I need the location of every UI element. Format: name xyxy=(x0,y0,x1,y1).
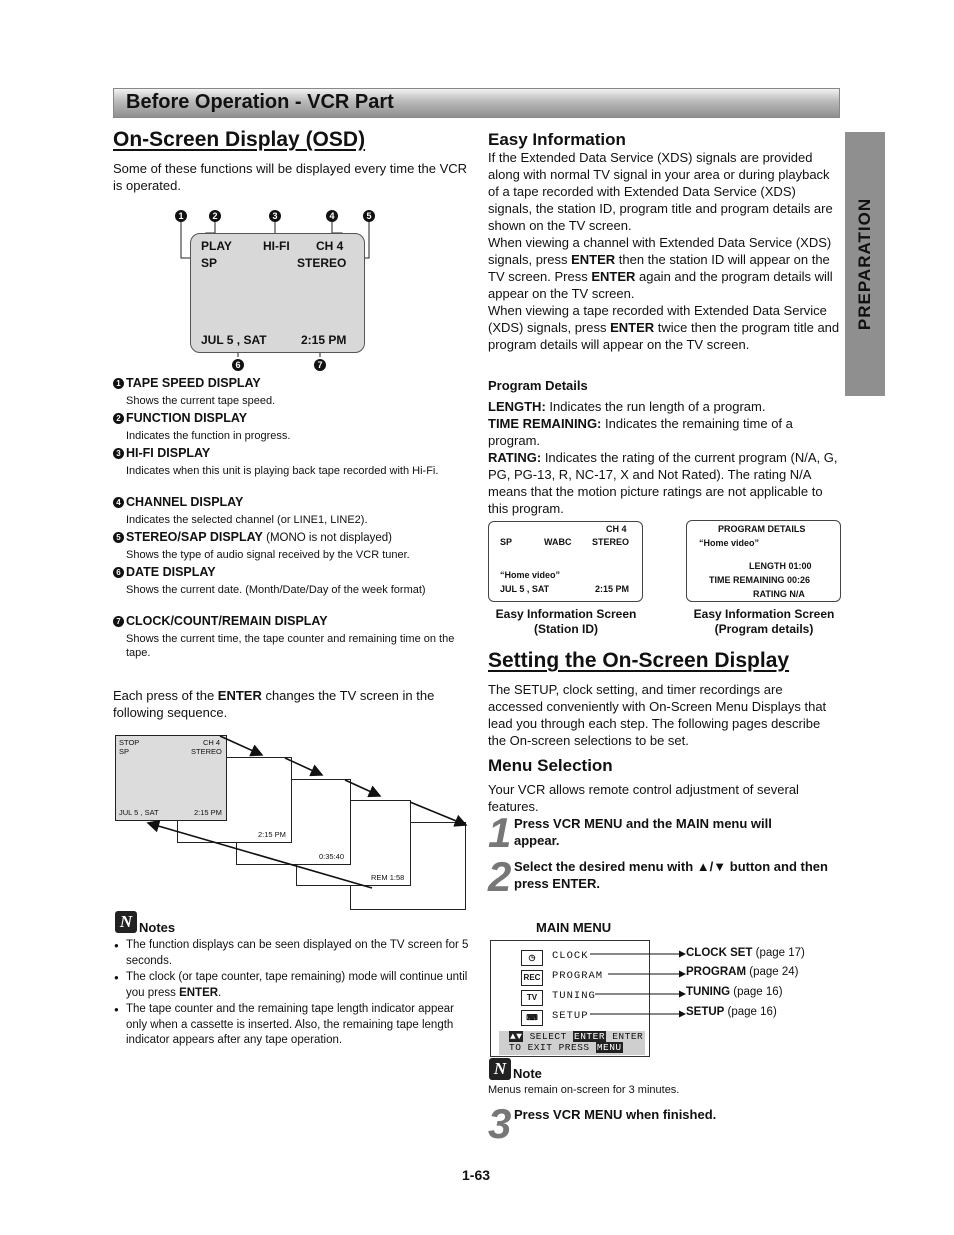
program-details-heading: Program Details xyxy=(488,378,588,393)
page-number: 1-63 xyxy=(462,1167,491,1183)
note-text: Menus remain on-screen for 3 minutes. xyxy=(488,1084,680,1096)
record-icon: REC xyxy=(521,970,543,986)
legend-title-1: 1 TAPE SPEED DISPLAY xyxy=(113,376,468,390)
menu-item-clock[interactable]: CLOCK xyxy=(552,950,589,962)
station-call-sign: WABC xyxy=(544,537,572,547)
setup-icon: ⌨ xyxy=(521,1010,543,1026)
main-menu-label: MAIN MENU xyxy=(536,920,612,935)
easy-info-p2: When viewing a channel with Extended Data Service (XDS) signals, press ENTER then the station ID will appear on the TV screen. Press ENTER again and the program details will appear on the TV screen. xyxy=(488,235,833,301)
step-number-3: 3 xyxy=(488,1100,512,1147)
sequence-text: Each press of the ENTER changes the TV screen in the following sequence. xyxy=(113,688,435,720)
osd-intro: Some of these functions will be displayed every time the VCR is operated. xyxy=(113,161,468,193)
station-speed: SP xyxy=(500,537,513,547)
osd-play: PLAY xyxy=(201,239,232,253)
setting-osd-heading: Setting the On-Screen Display xyxy=(488,649,790,672)
menu-key-icon: MENU xyxy=(596,1042,622,1053)
details-screen-title: PROGRAM DETAILS xyxy=(718,524,806,534)
seq-stereo: STEREO xyxy=(191,747,222,756)
updown-icon: ▲▼ xyxy=(510,1031,523,1042)
caption-station-id: Easy Information Screen (Station ID) xyxy=(495,607,637,636)
menu-help-bar: ▲▼ SELECT ENTER ENTER TO EXIT PRESS MENU xyxy=(499,1031,645,1055)
ref-program: PROGRAM (page 24) xyxy=(686,966,799,978)
station-channel: CH 4 xyxy=(606,524,627,534)
notes-list xyxy=(113,938,476,1050)
section-banner xyxy=(113,88,840,118)
note-item-3: ● The tape counter and the remaining tape length indicator appear only when a cassette is inserted. Also, the remaining tape length indicator appears after any tape operation. xyxy=(126,1002,476,1049)
details-program-title: “Home video” xyxy=(699,538,760,548)
rating-def: RATING: Indicates the rating of the current program (N/A, G, PG, PG-13, R, NC-17, X and Not Rated). The rating N/A means that the motion picture ratings are not applicable to this program. xyxy=(488,450,838,516)
caption-program-details: Easy Information Screen (Program details) xyxy=(693,607,835,636)
details-length: LENGTH 01:00 xyxy=(749,561,812,571)
menu-selection-heading: Menu Selection xyxy=(488,756,613,775)
notes-title: Notes xyxy=(139,920,176,935)
osd-heading: On-Screen Display (OSD) xyxy=(113,128,366,151)
details-remain: TIME REMAINING 00:26 xyxy=(709,575,811,585)
menu-pointer-arrows xyxy=(590,945,690,1020)
seq-date: JUL 5 , SAT xyxy=(119,808,159,817)
osd-stereo: STEREO xyxy=(297,256,347,270)
ref-setup: SETUP (page 16) xyxy=(686,1006,777,1018)
legend-desc-4: Indicates the selected channel (or LINE1, LINE2). xyxy=(126,514,368,526)
easy-info-p1: If the Extended Data Service (XDS) signals are provided along with normal TV signal in your area or during playback of a tape recorded with Extended Data Service (XDS) signals, the station ID, program title and program details are shown on the TV screen. xyxy=(488,150,833,233)
osd-date: JUL 5 , SAT xyxy=(201,333,267,347)
station-stereo: STEREO xyxy=(592,537,630,547)
legend-desc-2: Indicates the function in progress. xyxy=(126,430,291,442)
legend-title-7: 7 CLOCK/COUNT/REMAIN DISPLAY xyxy=(113,614,468,628)
notes-icon: N xyxy=(115,911,137,933)
step-text-3: Press VCR MENU when finished. xyxy=(514,1107,717,1122)
osd-channel: CH 4 xyxy=(316,239,344,253)
note-item-1: ● The function displays can be seen displayed on the TV screen for 5 seconds. xyxy=(126,938,476,969)
legend-desc-7: Shows the current time, the tape counter and remaining time on the tape. xyxy=(126,633,455,659)
osd-hifi: HI-FI xyxy=(263,239,290,253)
osd-marker-4: 4 xyxy=(326,210,338,222)
seq-counter: 0:35:40 xyxy=(319,852,345,861)
easy-info-heading: Easy Information xyxy=(488,130,626,149)
seq-stop: STOP xyxy=(119,738,140,747)
osd-screen xyxy=(190,233,365,353)
station-time: 2:15 PM xyxy=(595,584,630,594)
legend-desc-6: Shows the current date. (Month/Date/Day of the week format) xyxy=(126,584,426,596)
enter-key-icon: ENTER xyxy=(574,1031,606,1042)
step-text-1: Press VCR MENU and the MAIN menu will appear. xyxy=(514,816,772,848)
osd-marker-2: 2 xyxy=(209,210,221,222)
ref-tuning: TUNING (page 16) xyxy=(686,986,783,998)
seq-time-2: 2:15 PM xyxy=(258,830,286,839)
note-item-2: ● The clock (or tape counter, tape remaining) mode will continue until you press ENTER. xyxy=(126,970,476,1001)
easy-info-body xyxy=(488,149,842,353)
legend-title-3: 3 HI-FI DISPLAY xyxy=(113,446,468,460)
ref-clock-set: CLOCK SET (page 17) xyxy=(686,947,805,959)
osd-marker-7: 7 xyxy=(314,359,326,371)
details-rating: RATING N/A xyxy=(753,589,805,599)
remain-def: TIME REMAINING: Indicates the remaining time of a program. xyxy=(488,416,793,448)
note-title: Note xyxy=(513,1066,542,1081)
step-number-2: 2 xyxy=(488,853,512,900)
osd-time: 2:15 PM xyxy=(301,333,347,347)
osd-marker-5: 5 xyxy=(363,210,375,222)
legend-title-5: 5 STEREO/SAP DISPLAY (MONO is not displayed) xyxy=(113,530,468,544)
legend-title-4: 4 CHANNEL DISPLAY xyxy=(113,495,468,509)
clock-icon: ◷ xyxy=(521,950,543,966)
legend-title-2: 2 FUNCTION DISPLAY xyxy=(113,411,468,425)
menu-item-tuning[interactable]: TUNING xyxy=(552,990,596,1002)
seq-channel: CH 4 xyxy=(203,738,221,747)
program-details-body xyxy=(488,398,842,517)
osd-marker-1: 1 xyxy=(175,210,187,222)
tv-icon: TV xyxy=(521,990,543,1006)
menu-item-program[interactable]: PROGRAM xyxy=(552,970,604,982)
legend-desc-1: Shows the current tape speed. xyxy=(126,395,276,407)
setting-intro: The SETUP, clock setting, and timer recordings are accessed conveniently with On-Screen Menu Displays that lead you through each step. The following pages describe the On-screen selections to be set. xyxy=(488,682,827,748)
seq-remain: REM 1:58 xyxy=(371,873,405,882)
menu-item-setup[interactable]: SETUP xyxy=(552,1010,589,1022)
easy-info-p3: When viewing a tape recorded with Extended Data Service (XDS) signals, press ENTER twice then the program title and program details will appear on the TV screen. xyxy=(488,303,840,352)
seq-time-1: 2:15 PM xyxy=(194,808,222,817)
osd-marker-3: 3 xyxy=(269,210,281,222)
station-program-title: “Home video” xyxy=(500,570,561,580)
legend-title-6: 6 DATE DISPLAY xyxy=(113,565,468,579)
length-def: LENGTH: Indicates the run length of a program. xyxy=(488,399,766,414)
station-id-screen xyxy=(488,521,643,602)
osd-marker-6: 6 xyxy=(232,359,244,371)
seq-speed: SP xyxy=(119,747,130,756)
banner-title: Before Operation - VCR Part xyxy=(126,91,394,113)
legend-desc-3: Indicates when this unit is playing back tape recorded with Hi-Fi. xyxy=(126,465,439,477)
step-number-1: 1 xyxy=(488,809,512,856)
sequence-arrows xyxy=(110,730,470,915)
note-icon: N xyxy=(489,1058,511,1080)
legend-desc-5: Shows the type of audio signal received by the VCR tuner. xyxy=(126,549,410,561)
program-details-screen xyxy=(686,520,841,602)
step-text-2: Select the desired menu with ▲/▼ button and then press ENTER. xyxy=(514,859,828,891)
menu-selection-text: Your VCR allows remote control adjustment of several features. xyxy=(488,782,799,814)
station-date: JUL 5 , SAT xyxy=(500,584,550,594)
side-tab xyxy=(845,132,885,396)
side-tab-label: PREPARATION xyxy=(855,197,874,331)
osd-speed: SP xyxy=(201,256,218,270)
osd-legend xyxy=(113,376,468,663)
